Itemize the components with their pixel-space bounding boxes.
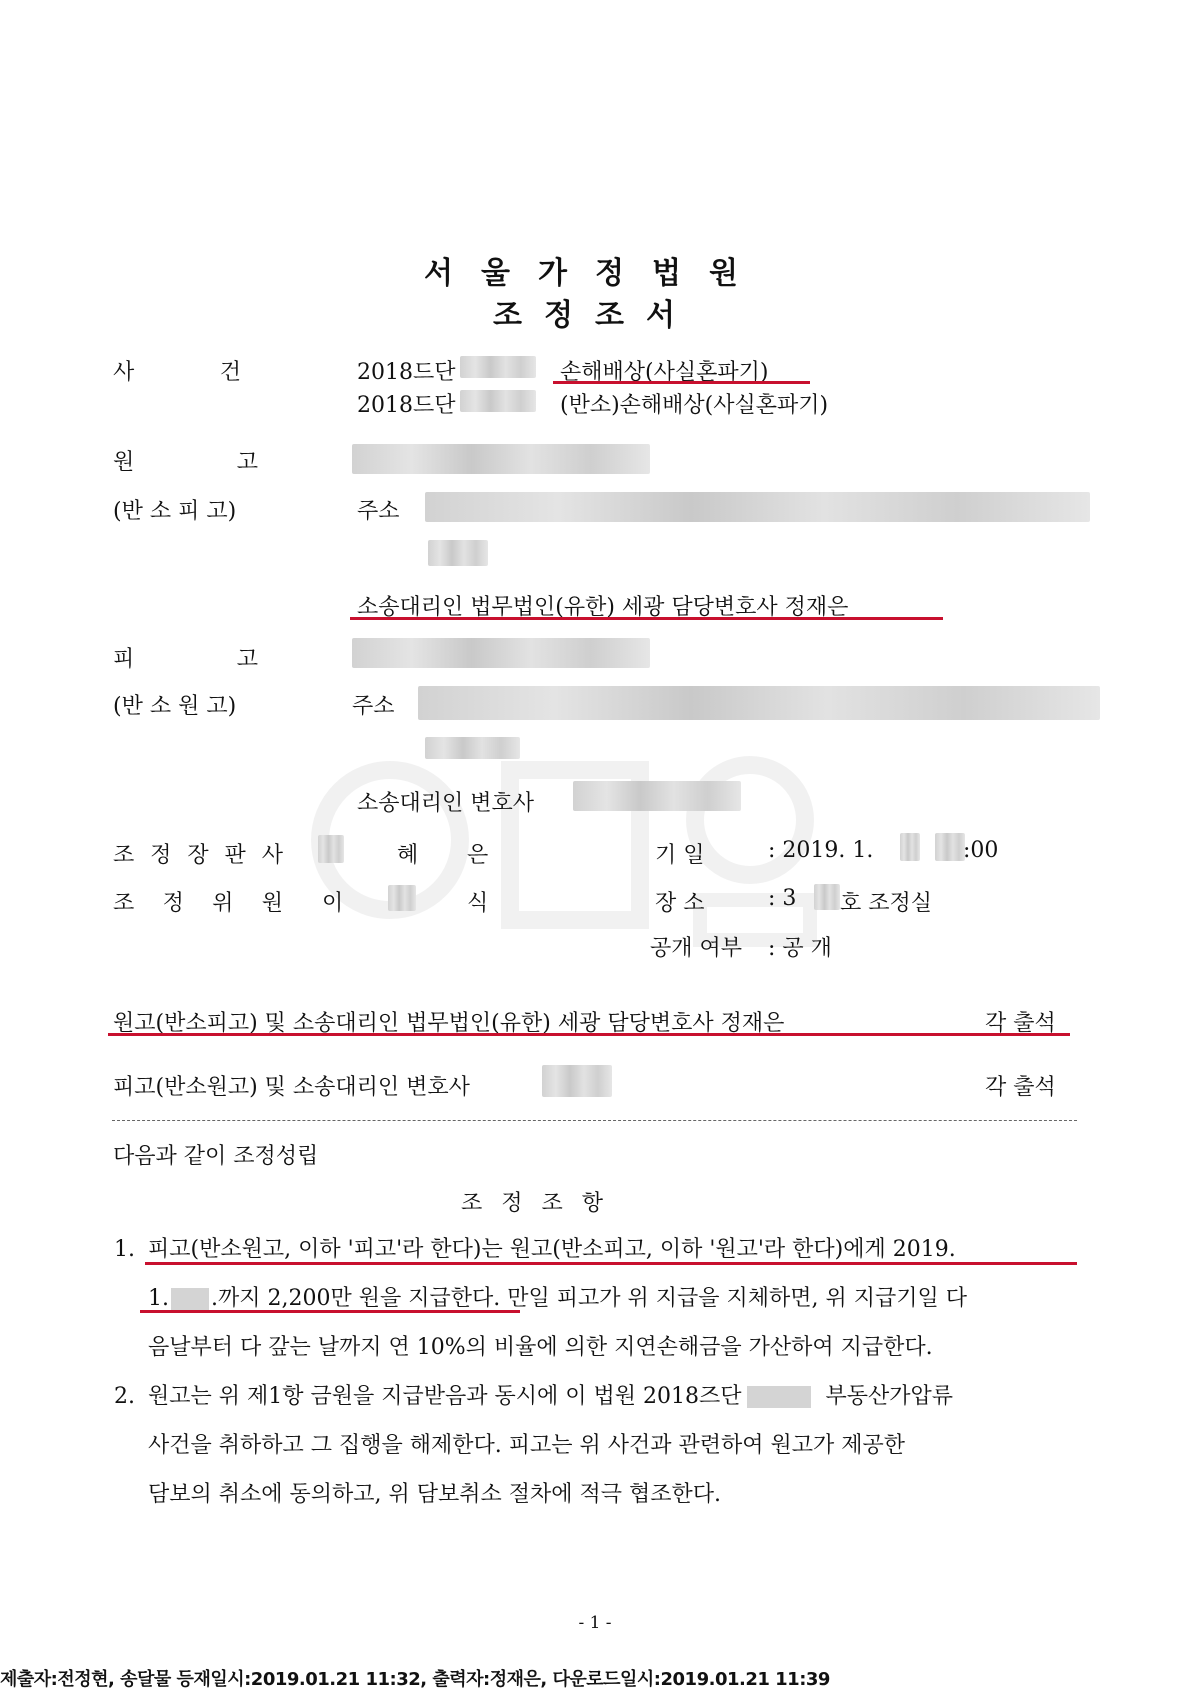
redaction-box: [171, 1288, 209, 1310]
member-name-part: 식: [467, 891, 489, 916]
item-number: 2.: [114, 1384, 135, 1409]
case-number-1: 2018드단: [357, 360, 456, 385]
defendant-attorney: 소송대리인 변호사: [357, 791, 535, 816]
attendance-status-1: 각 출석: [985, 1011, 1056, 1036]
plaintiff-label: 원 고: [113, 450, 258, 475]
redaction-box: [352, 444, 650, 474]
redaction-box: [460, 356, 536, 378]
redaction-box: [747, 1386, 811, 1408]
redaction-box: [900, 833, 920, 861]
page-number: - 1 -: [578, 1613, 612, 1633]
defendant-sublabel: (반 소 원 고): [113, 694, 237, 719]
item1-line-2-start: 1.: [148, 1286, 169, 1311]
attendance-line-1: 원고(반소피고) 및 소송대리인 법무법인(유한) 세광 담당변호사 정재은: [113, 1011, 785, 1036]
judge-name-part: 혜: [397, 843, 419, 868]
redaction-box: [460, 390, 536, 412]
member-label: 조 정 위 원: [113, 891, 283, 916]
attendance-status-2: 각 출석: [985, 1075, 1056, 1100]
redaction-box: [388, 885, 416, 911]
judge-label: 조 정 장 판 사: [113, 843, 283, 868]
agreement-item-2: [114, 1372, 1084, 1519]
item2-line-1-start: 원고는 위 제1항 금원을 지급받음과 동시에 이 법원 2018즈단: [148, 1384, 742, 1409]
item2-line-1: [148, 1372, 1084, 1421]
item1-line-3: 음날부터 다 갚는 날까지 연 10%의 비율에 의한 지연손해금을 가산하여 지급한다.: [148, 1335, 933, 1360]
redaction-box: [418, 686, 1100, 720]
case-title-2: (반소)손해배상(사실혼파기): [560, 393, 829, 418]
defendant-label: 피 고: [113, 647, 258, 672]
place-label: 장 소: [655, 891, 705, 916]
member-name-part: 이: [322, 891, 344, 916]
public-value: : 공 개: [768, 936, 832, 961]
time-value: :00: [963, 838, 999, 863]
redaction-box: [318, 835, 344, 863]
document-title: 조정조서: [493, 298, 697, 333]
redaction-box: [935, 833, 965, 861]
place-room: 호 조정실: [840, 891, 933, 916]
download-stamp: 제출자:전정현, 송달물 등재일시:2019.01.21 11:32, 출력자:정재은, 다운로드일시:2019.01.21 11:39: [0, 1669, 830, 1690]
redaction-box: [542, 1065, 612, 1097]
agreement-heading: 조 정 조 항: [461, 1191, 609, 1216]
case-label: 사 건: [113, 360, 241, 385]
red-underline: [145, 1262, 1077, 1265]
item2-line-1-end: 부동산가압류: [825, 1384, 953, 1409]
judge-name-part: 은: [467, 843, 489, 868]
redaction-box: [425, 737, 520, 759]
red-underline: [140, 1310, 520, 1313]
redaction-box: [814, 884, 840, 910]
plaintiff-address-label: 주소: [357, 499, 400, 524]
date-value: : 2019. 1.: [768, 838, 874, 863]
plaintiff-attorney: 소송대리인 법무법인(유한) 세광 담당변호사 정재은: [357, 595, 849, 620]
plaintiff-sublabel: (반 소 피 고): [113, 499, 237, 524]
red-underline: [108, 1033, 1070, 1036]
item2-line-2: 사건을 취하하고 그 집행을 해제한다. 피고는 위 사건과 관련하여 원고가 제공한: [148, 1433, 905, 1458]
redaction-box: [425, 492, 1090, 522]
agreement-item-1: [114, 1225, 1084, 1372]
redaction-box: [573, 781, 741, 811]
red-underline: [553, 381, 810, 384]
place-value: : 3: [768, 886, 797, 911]
agreement-intro: 다음과 같이 조정성립: [113, 1144, 319, 1169]
item2-line-3: 담보의 취소에 동의하고, 위 담보취소 절차에 적극 협조한다.: [148, 1482, 721, 1507]
court-title: 서울가정법원: [424, 256, 766, 291]
case-title-1: 손해배상(사실혼파기): [560, 360, 769, 385]
dashed-divider: [112, 1120, 1077, 1121]
case-number-2: 2018드단: [357, 393, 456, 418]
public-label: 공개 여부: [650, 936, 743, 961]
item-number: 1.: [114, 1237, 135, 1262]
redaction-box: [352, 638, 650, 668]
item1-line-2-rest: .까지 2,200만 원을 지급한다. 만일 피고가 위 지급을 지체하면, 위 지급기일 다: [211, 1286, 967, 1311]
redaction-box: [428, 540, 488, 566]
item1-line-1: 피고(반소원고, 이하 '피고'라 한다)는 원고(반소피고, 이하 '원고'라 한다)에게 2019.: [148, 1237, 956, 1262]
date-label: 기 일: [655, 843, 705, 868]
item1-line-2: [148, 1274, 1084, 1323]
defendant-address-label: 주소: [352, 694, 395, 719]
attendance-line-2: 피고(반소원고) 및 소송대리인 변호사: [113, 1075, 470, 1100]
red-underline: [350, 617, 943, 620]
